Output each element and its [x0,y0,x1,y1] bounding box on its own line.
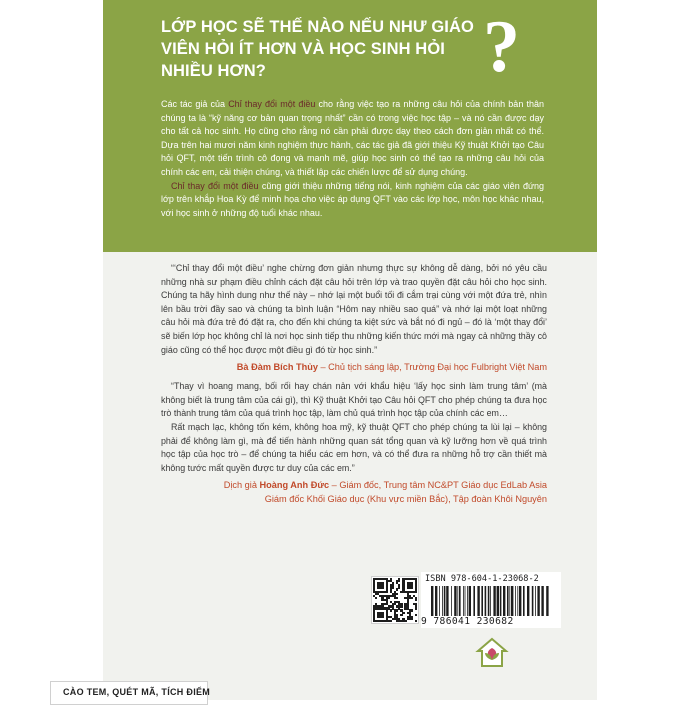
green-header-panel [103,0,597,252]
quote-2-paragraph-1: “Thay vì hoang mang, bối rối hay chán nản với khẩu hiệu ‘lấy học sinh làm trung tâm’ (mà không biết là trung tâm của cái gì), thì Kỹ thuật Khởi tạo Câu hỏi QFT cho phép chúng ta đưa học trò thành trung tâm của quá trình học tập, làm chủ quá trình học tập của chính các em… [161,381,547,419]
qr-cell [400,605,402,607]
quote-1-text: “‘Chỉ thay đổi một điều’ nghe chừng đơn giản nhưng thực sự không dễ dàng, bởi nó yêu cầu những nhà sư phạm điều chỉnh cách đặt câu hỏi trên lớp và trao quyền đặt câu hỏi cho học sinh. Chúng ta hãy hình dung như thế này – nhớ lại một buổi tối đi cắm trại cùng với một đứa trẻ, nhìn lên bầu trời đầy sao và chúng ta bình luận “Hôm nay nhiều sao quá” và nhớ lại một loạt những câu hỏi mà đứa trẻ đó đặt ra, cho đến khi chúng ta kiệt sức và bắt nó đi ngủ – đó là ‘một thay đổi’ sẽ biến lớp học không chỉ là nơi học sinh tiếp thu những kiến thức mới mà ngay cả những thầy cô giáo cũng có thể học được một điều gì đó từ học sinh.” [161,263,547,355]
intro-paragraph-2 [161,180,544,221]
qr-cell [411,618,413,620]
barcode-bar [451,586,452,616]
barcode-bar [485,586,487,616]
barcode-bar [497,586,499,616]
barcode-bar [507,586,509,616]
qr-cell [381,616,383,618]
book-title-mention: Chỉ thay đổi một điều [228,99,316,109]
barcode-bar [527,586,529,616]
qr-cell [396,588,398,590]
quote-1-author: Bà Đàm Bích Thủy [236,362,318,373]
barcode-bar [546,586,548,616]
qr-cell [402,612,404,614]
qr-cell [415,599,417,601]
barcode-bar [511,586,513,616]
intro-text [161,98,544,220]
barcode-bar [503,586,505,616]
barcode-bar [435,586,437,616]
barcode-bar [459,586,461,616]
question-mark-icon: ? [483,6,520,88]
barcode-bar [541,586,543,616]
cover-headline: LỚP HỌC SẼ THẾ NÀO NẾU NHƯ GIÁO VIÊN HỎI ÍT HƠN VÀ HỌC SINH HỎI NHIỀU HƠN? [161,18,474,80]
publisher-logo-icon [475,636,509,670]
barcode-bar [481,586,483,616]
qr-cell [400,614,402,616]
quote-2-paragraph-2: Rất mạch lạc, không tốn kém, không hoa mỹ, kỹ thuật QFT cho phép chúng ta lùi lại – không phải để không làm gì, mà để tiến hành những quan sát tổng quan và kỹ lưỡng hơn về quá trình học tập của học trò – để chúng ta hiểu các em hơn, và có thể đưa ra những hỗ trợ cần thiết mà không tước mất quyền được tư duy của các em.” [161,421,547,473]
barcode-bar [500,586,502,616]
barcode-block [421,572,561,628]
qr-cell [398,580,400,582]
barcode-bar [493,586,495,616]
quote-1-attribution [161,360,547,374]
intro-text-run: Các tác giả của [161,99,229,109]
barcode-bar [477,586,479,616]
barcode-bar [465,586,466,616]
qr-cell [404,620,406,622]
quote-2-attribution-line-1 [161,478,547,492]
barcode-bar [523,586,525,616]
qr-code[interactable] [371,576,419,624]
qr-cell [390,609,392,611]
intro-text-run: cho rằng việc tạo ra những câu hỏi của chính bản thân chúng ta là “kỹ năng cơ bản quan trọng nhất” cần có trong việc học tập – và nó cần được dạy cho tất cả học sinh. Họ cũng cho rằng nó cần phải được dạy theo cách đơn giản nhất có thể. Dựa trên hai mươi năm kinh nghiệm thực hành, các tác giả đã giới thiệu Kỹ thuật Khởi tạo Câu hỏi QFT, một tiến trình cô đọng và mạnh mẽ, giúp học sinh có thể tạo ra những câu hỏi của chính các em, cải thiện chúng, và thiết lập các chiến lược để sử dụng chúng. [161,99,544,177]
quote-2-prefix: Dịch giả [223,480,260,491]
barcode-bar [444,586,446,616]
qr-cell [398,586,400,588]
barcode-bar [509,586,510,616]
barcode-bar [532,586,534,616]
intro-text-run: cũng giới thiệu những tiếng nói, kinh nghiệm của các giáo viên đứng lớp trên khắp Hoa Kỳ để minh họa cho việc áp dụng QFT vào các lớp học, môn học khác nhau, với học sinh ở những độ tuổi khác nhau. [161,180,544,218]
barcode-bar [431,586,433,616]
qr-cell [392,586,394,588]
barcode-bar [454,586,456,616]
book-back-cover [103,0,597,700]
isbn-label: ISBN 978-604-1-23068-2 [425,574,539,584]
quote-1-role: – Chủ tịch sáng lập, Trường Đại học Fulbright Việt Nam [317,362,547,373]
quote-2-attribution-line-2: Giám đốc Khối Giáo dục (Khu vực miền Bắc), Tập đoàn Khôi Nguyên [264,494,547,505]
qr-cell [386,591,388,593]
qr-cell [396,597,398,599]
qr-cell [396,609,398,611]
barcode-bar [439,586,440,616]
barcode-bars [431,586,551,616]
barcode-bar [519,586,521,616]
quote-2-author: Hoàng Anh Đức [259,480,330,491]
quote-2-attribution [161,478,547,506]
barcode-bar [442,586,443,616]
testimonials [161,262,547,512]
barcode-bar [457,586,458,616]
qr-cell [415,591,417,593]
qr-cell [415,614,417,616]
barcode-bar [537,586,539,616]
barcode-bar [517,586,518,616]
qr-cell [411,586,413,588]
barcode-bar [467,586,468,616]
qr-cell [375,597,377,599]
barcode-bar [515,586,516,616]
book-title-mention: Chỉ thay đổi một điều [171,180,259,191]
qr-cell [396,593,398,595]
intro-paragraph-1 [161,98,544,180]
barcode-bar [473,586,475,616]
barcode-bar [488,586,490,616]
qr-cell [415,620,417,622]
qr-cell [381,586,383,588]
qr-cell [415,607,417,609]
qr-cell [411,597,413,599]
quote-2-role: – Giám đốc, Trung tâm NC&PT Giáo dục EdLab Asia [329,480,547,491]
ean-number: 9 786041 230682 [421,616,514,627]
barcode-bar [490,586,491,616]
barcode-bar [446,586,448,616]
barcode-bar [469,586,471,616]
barcode-bar [463,586,464,616]
sticker-label: CÀO TEM, QUÉT MÃ, TÍCH ĐIỂM [63,687,211,697]
qr-cell [411,609,413,611]
barcode-bar [535,586,536,616]
scratch-stamp-sticker [50,681,211,705]
qr-cell [388,597,390,599]
qr-cell [390,620,392,622]
